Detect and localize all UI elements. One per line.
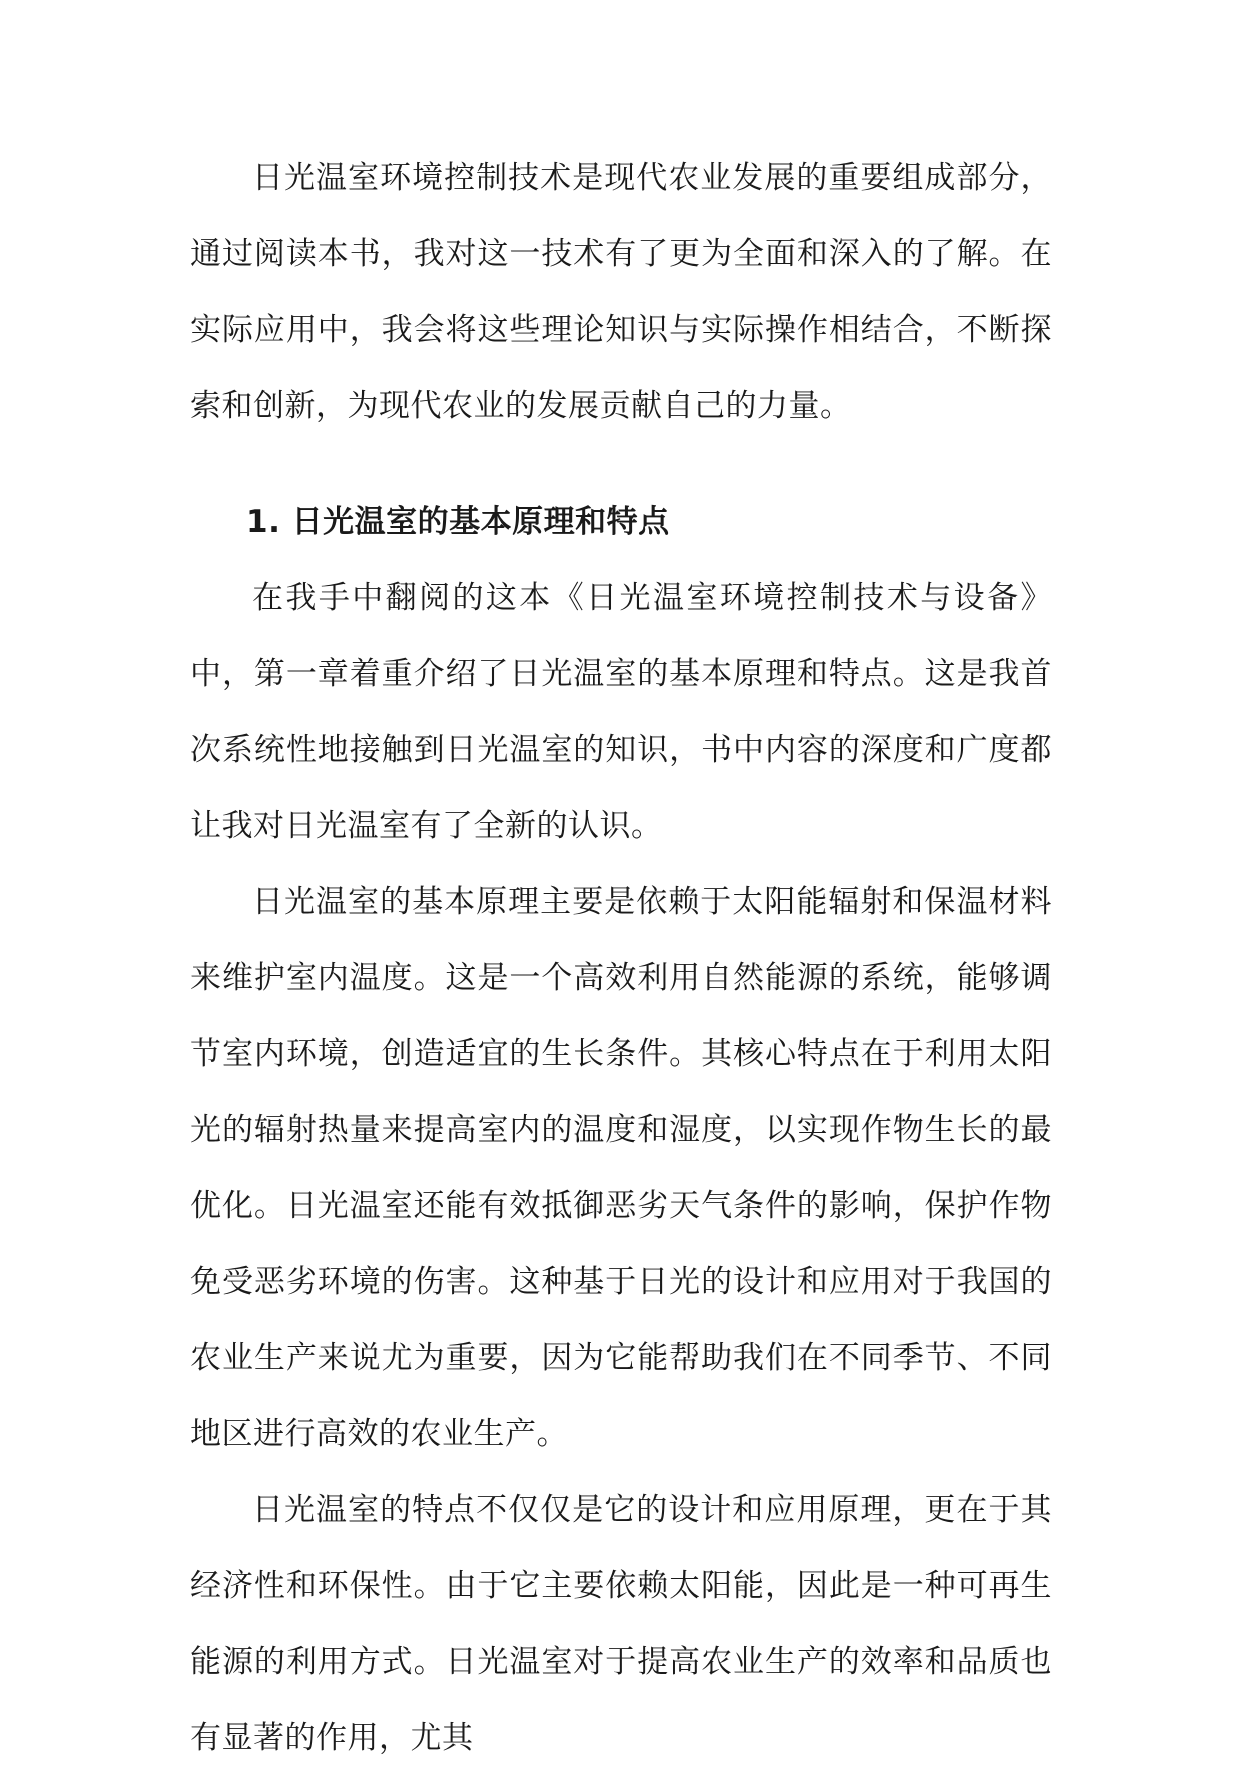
body-paragraph: 日光温室的基本原理主要是依赖于太阳能辐射和保温材料来维护室内温度。这是一个高效利用自然能源的系统，能够调节室内环境，创造适宜的生长条件。其核心特点在于利用太阳光的辐射热量来提高室内的温度和湿度，以实现作物生长的最优化。日光温室还能有效抵御恶劣天气条件的影响，保护作物免受恶劣环境的伤害。这种基于日光的设计和应用对于我国的农业生产来说尤为重要，因为它能帮助我们在不同季节、不同地区进行高效的农业生产。 (190, 884, 1052, 1452)
body-paragraph: 日光温室的特点不仅仅是它的设计和应用原理，更在于其经济性和环保性。由于它主要依赖太阳能，因此是一种可再生能源的利用方式。日光温室对于提高农业生产的效率和品质也有显著的作用，尤其 (190, 1492, 1052, 1756)
intro-paragraph: 日光温室环境控制技术是现代农业发展的重要组成部分，通过阅读本书，我对这一技术有了更为全面和深入的了解。在实际应用中，我会将这些理论知识与实际操作相结合，不断探索和创新，为现代农业的发展贡献自己的力量。 (190, 160, 1052, 424)
section-heading: 1. 日光温室的基本原理和特点 (246, 504, 670, 540)
document-page (190, 140, 1052, 1776)
body-paragraph: 在我手中翻阅的这本《日光温室环境控制技术与设备》中，第一章着重介绍了日光温室的基本原理和特点。这是我首次系统性地接触到日光温室的知识，书中内容的深度和广度都让我对日光温室有了全新的认识。 (190, 580, 1052, 844)
